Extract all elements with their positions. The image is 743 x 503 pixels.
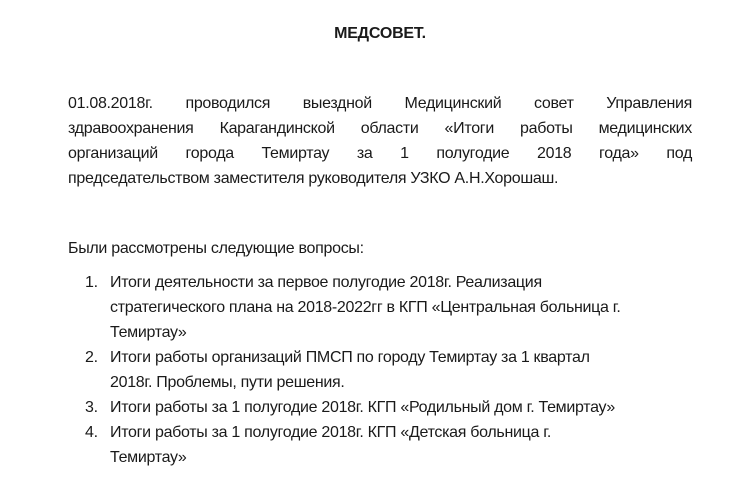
list-item-3-text	[110, 395, 693, 420]
list-item-4-text	[110, 420, 693, 470]
list-item-1-number: 1.	[85, 274, 98, 291]
list-item-2-line-1: Итоги работы организаций ПМСП по городу Темиртау за 1 квартал	[110, 349, 590, 366]
questions-heading: Были рассмотрены следующие вопросы:	[68, 240, 364, 257]
list-item-1-line-1: Итоги деятельности за первое полугодие 2018г. Реализация	[110, 274, 542, 291]
list-item-3-number: 3.	[85, 399, 98, 416]
list-item-1	[85, 270, 693, 345]
list-item-3-line-1: Итоги работы за 1 полугодие 2018г. КГП «Родильный дом г. Темиртау»	[110, 399, 615, 416]
list-item-4-line-2: Темиртау»	[110, 449, 187, 466]
document-title: МЕДСОВЕТ.	[334, 25, 426, 42]
list-item-4-line-1: Итоги работы за 1 полугодие 2018г. КГП «Детская больница г.	[110, 424, 551, 441]
list-item-2-line-2: 2018г. Проблемы, пути решения.	[110, 374, 345, 391]
list-item-4	[85, 420, 693, 470]
paragraph-line-2: здравоохранения Карагандинской области «Итоги работы медицинских	[68, 120, 692, 137]
list-item-1-text	[110, 270, 693, 345]
questions-list	[85, 270, 693, 470]
intro-paragraph	[68, 91, 692, 191]
list-item-2-text	[110, 345, 693, 395]
paragraph-line-1: 01.08.2018г. проводился выездной Медицинский совет Управления	[68, 95, 692, 112]
list-item-3	[85, 395, 693, 420]
list-item-1-line-3: Темиртау»	[110, 324, 187, 341]
paragraph-line-4: председательством заместителя руководителя УЗКО А.Н.Хорошаш.	[68, 170, 559, 187]
list-item-2	[85, 345, 693, 395]
list-item-2-number: 2.	[85, 349, 98, 366]
list-item-1-line-2: стратегического плана на 2018-2022гг в КГП «Центральная больница г.	[110, 299, 621, 316]
list-item-4-number: 4.	[85, 424, 98, 441]
paragraph-line-3: организаций города Темиртау за 1 полугодие 2018 года» под	[68, 145, 692, 162]
